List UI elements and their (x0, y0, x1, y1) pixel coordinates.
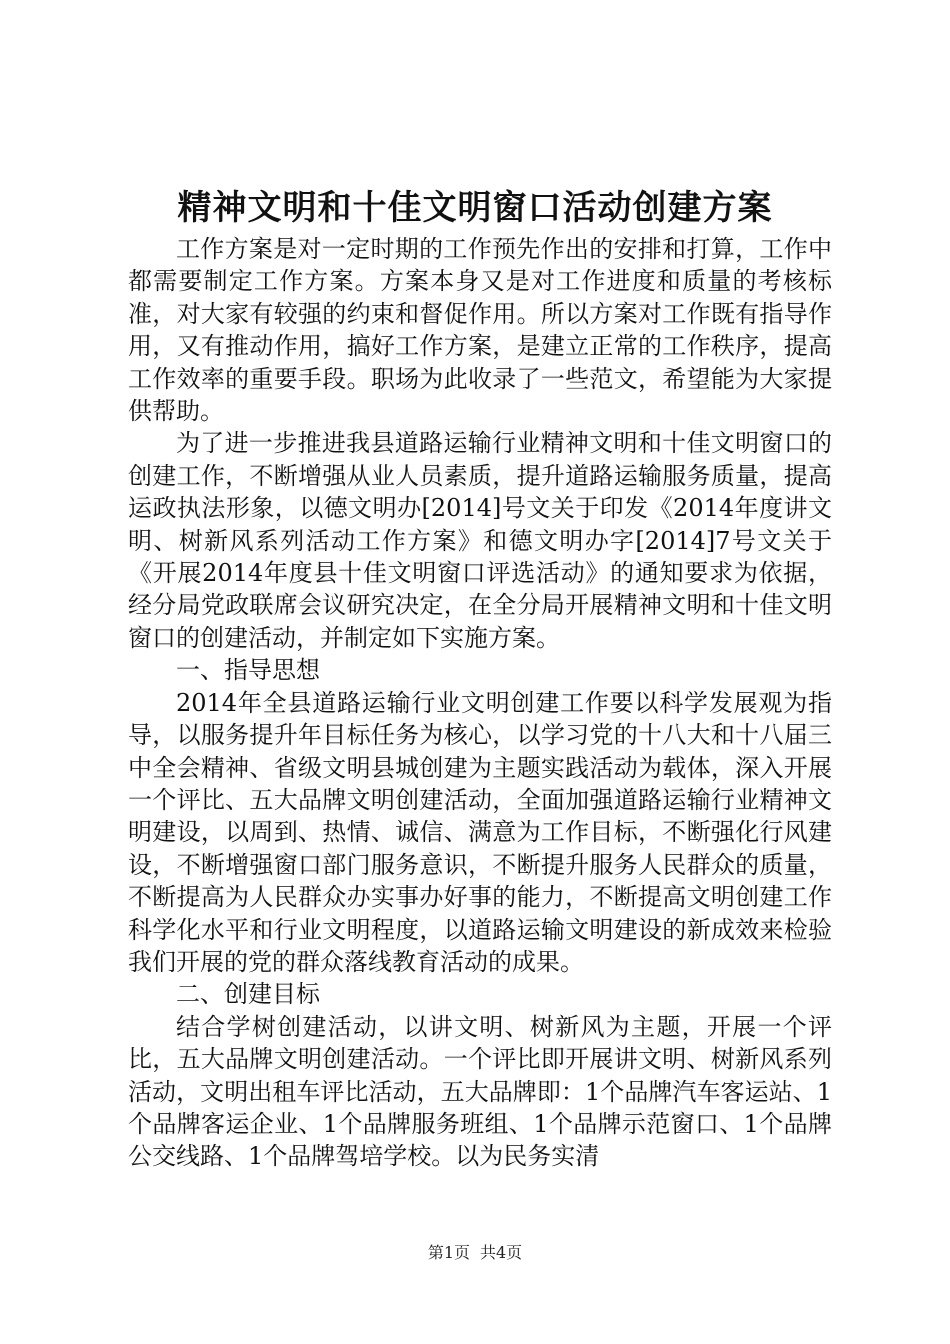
page-number: 第1页 (427, 1243, 470, 1262)
section-heading-guiding-ideology: 一、指导思想 (176, 656, 320, 685)
section-heading-goals: 二、创建目标 (176, 980, 320, 1009)
document-title: 精神文明和十佳文明窗口活动创建方案 (177, 188, 773, 228)
page-total: 共4页 (480, 1243, 523, 1262)
page-footer (0, 1243, 950, 1263)
section-text-goals: 结合学树创建活动，以讲文明、树新风为主题，开展一个评比，五大品牌文明创建活动。一个评比即开展讲文明、树新风系列活动，文明出租车评比活动，五大品牌即：1个品牌汽车客运站、1个品牌客运企业、1个品牌服务班组、1个品牌示范窗口、1个品牌公交线路、1个品牌驾培学校。以为民务实清 (128, 1012, 832, 1171)
intro-paragraph: 工作方案是对一定时期的工作预先作出的安排和打算，工作中都需要制定工作方案。方案本身又是对工作进度和质量的考核标准，对大家有较强的约束和督促作用。所以方案对工作既有指导作用，又有推动作用，搞好工作方案，是建立正常的工作秩序，提高工作效率的重要手段。职场为此收录了一些范文，希望能为大家提供帮助。 (128, 235, 832, 426)
document-body (128, 233, 832, 1173)
section-text-guiding-ideology: 2014年全县道路运输行业文明创建工作要以科学发展观为指导，以服务提升年目标任务为核心，以学习党的十八大和十八届三中全会精神、省级文明县城创建为主题实践活动为载体，深入开展一个评比、五大品牌文明创建活动，全面加强道路运输行业精神文明建设，以周到、热情、诚信、满意为工作目标，不断强化行风建设，不断增强窗口部门服务意识，不断提升服务人民群众的质量，不断提高为人民群众办实事办好事的能力，不断提高文明创建工作科学化水平和行业文明程度，以道路运输文明建设的新成效来检验我们开展的党的群众落线教育活动的成果。 (128, 688, 832, 976)
purpose-paragraph: 为了进一步推进我县道路运输行业精神文明和十佳文明窗口的创建工作，不断增强从业人员素质，提升道路运输服务质量，提高运政执法形象，以德文明办[2014]号文关于印发《2014年度讲文明、树新风系列活动工作方案》和德文明办字[2014]7号文关于《开展2014年度县十佳文明窗口评选活动》的通知要求为依据，经分局党政联席会议研究决定，在全分局开展精神文明和十佳文明窗口的创建活动，并制定如下实施方案。 (128, 429, 832, 652)
